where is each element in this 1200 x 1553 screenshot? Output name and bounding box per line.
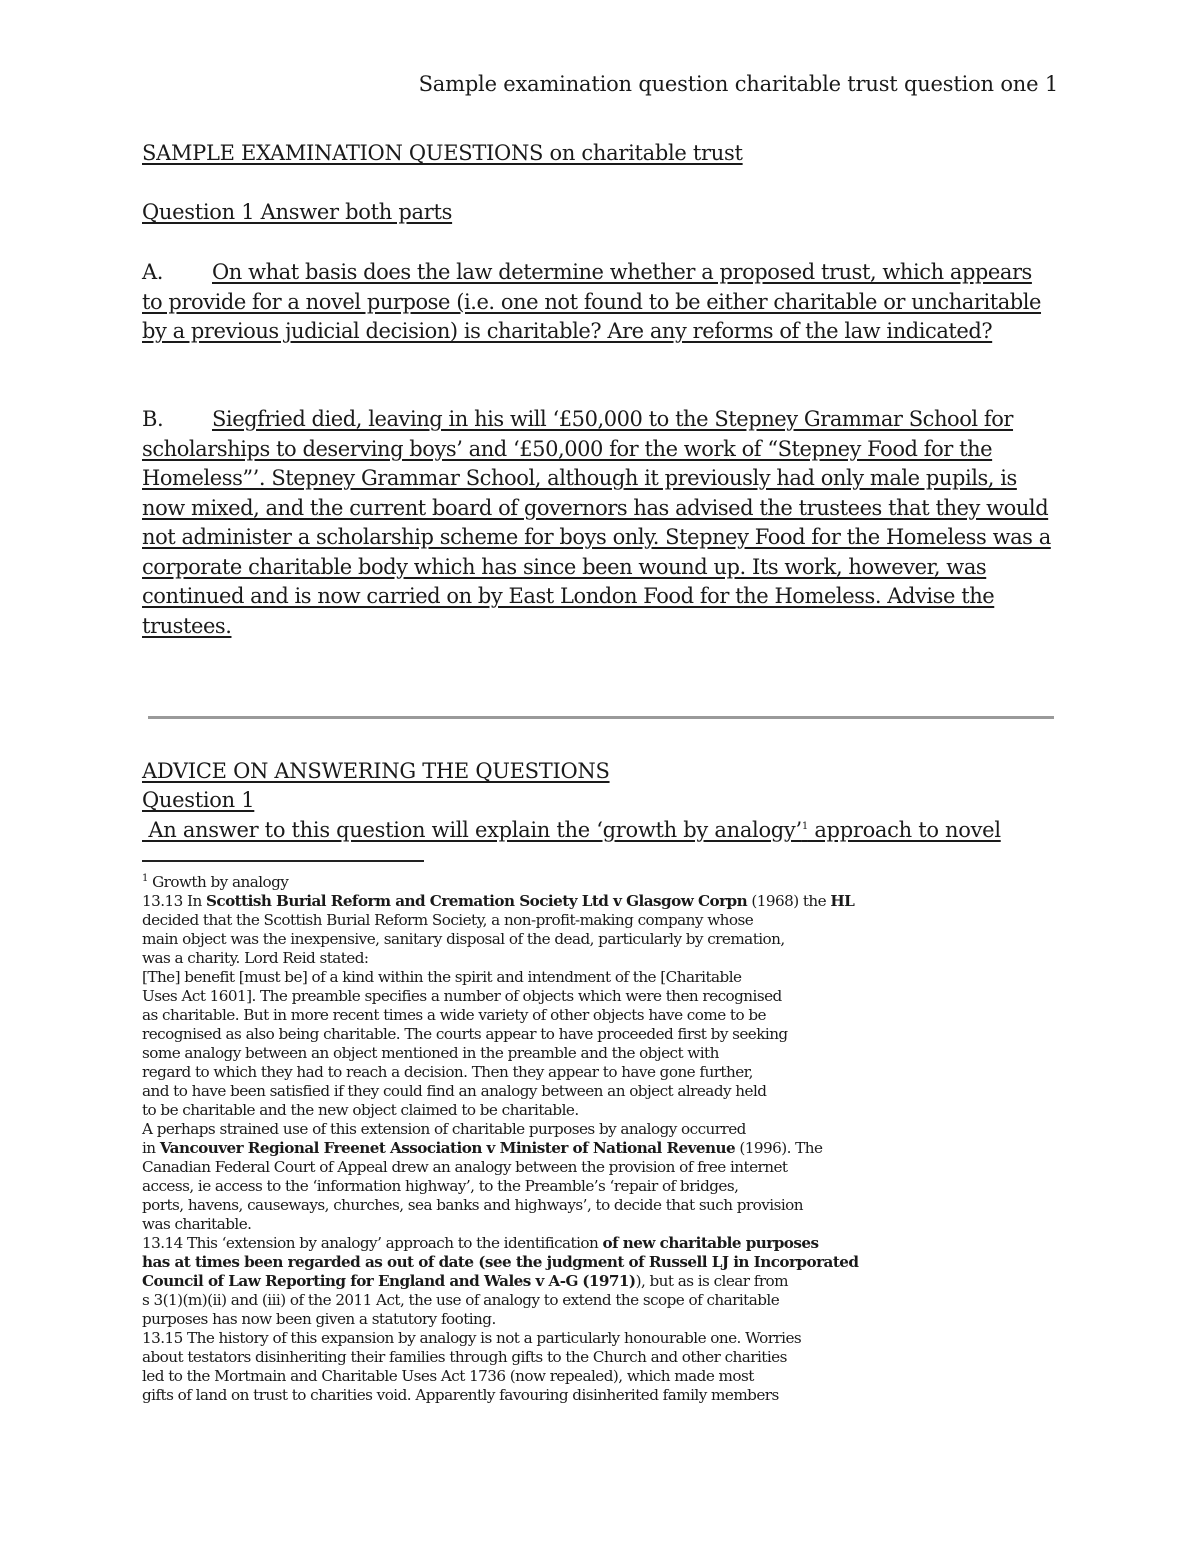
part-b-text: Siegfried died, leaving in his will ‘£50,000 to the Stepney Grammar School for scholarships to deserving boys’ and ‘£50,000 for the work of “Stepney Food for the Homeless”’. Stepney Grammar School, although it previously had only male pupils, is now mixed, and the current board of governors has advised the trustees that they would not administer a scholarship scheme for boys only. Stepney Food for the Homeless was a corporate charitable body which has since been wound up. Its work, however, was continued and is now carried on by East London Food for the Homeless. Advise the trustees. [142,407,1051,638]
footnote-bold-run: Council of Law Reporting for England and Wales v A-G [142,1272,578,1290]
part-a-text: On what basis does the law determine whether a proposed trust, which appears to provide for a novel purpose (i.e. one not found to be either charitable or uncharitable by a previous judicial decision) is charitable? Are any reforms of the law indicated? [142,260,1042,343]
advice-intro-end: approach to novel [807,818,1001,842]
footnote-text-run: ports, havens, causeways, churches, sea banks and highways’, to decide that such provision [142,1196,803,1214]
footnote-bold-run: HL [830,892,855,910]
footnote-text-run: decided that the Scottish Burial Reform Society, a non-profit-making company whose [142,911,754,929]
footnote-text-run: access, ie access to the ‘information highway’, to the Preamble’s ‘repair of bridges, [142,1177,739,1195]
footnote-block [142,873,862,1405]
footnote-line [142,1044,862,1063]
footnote-text-run: main object was the inexpensive, sanitary disposal of the dead, particularly by cremation, [142,930,785,948]
footnote-text-run: regard to which they had to reach a decision. Then they appear to have gone further, [142,1063,753,1081]
footnote-text-run: in [142,1139,160,1157]
advice-intro [142,818,1001,842]
question-heading: Question 1 Answer both parts [142,200,453,224]
footnote-line [142,1310,862,1329]
footnote-text [142,892,862,1405]
footnote-line [142,1158,862,1177]
footnote-bold-run: Scottish Burial Reform and Cremation Society Ltd v Glasgow Corpn [205,892,748,910]
footnote-text-run: led to the Mortmain and Charitable Uses Act 1736 (now repealed), which made most [142,1367,754,1385]
footnote-text-run: Uses Act 1601]. The preamble specifies a number of objects which were then recognised [142,987,782,1005]
footnote-text-run: gifts of land on trust to charities void. Apparently favouring disinherited family members [142,1386,779,1404]
footnote-line [142,987,862,1006]
advice-subheading: Question 1 [142,788,255,812]
footnote-line [142,968,862,987]
question-part-b [142,405,1058,641]
horizontal-divider [148,716,1054,719]
footnote-marker: 1 [142,872,148,884]
footnote-text-run: to be charitable and the new object claimed to be charitable. [142,1101,579,1119]
question-part-a [142,258,1058,347]
footnote-line [142,1196,862,1215]
footnote-line [142,1253,862,1272]
footnote-line [142,1177,862,1196]
footnote-line [142,1120,862,1139]
footnote-line [142,1139,862,1158]
advice-heading: ADVICE ON ANSWERING THE QUESTIONS [142,759,610,783]
footnote-line [142,911,862,930]
footnote-line [142,1025,862,1044]
footnote-text-run: 13.13 In [142,892,206,910]
footnote-line [142,1367,862,1386]
footnote-text-run: A perhaps strained use of this extension of charitable purposes by analogy occurred [142,1120,746,1138]
footnote-text-run: and to have been satisfied if they could find an analogy between an object already held [142,1082,767,1100]
footnote-text-run: some analogy between an object mentioned in the preamble and the object with [142,1044,719,1062]
footnote-line [142,1291,862,1310]
footnote-line [142,949,862,968]
footnote-separator [142,860,424,862]
footnote-bold-run: Vancouver Regional Freenet Association v Minister of National Revenue [159,1139,736,1157]
advice-intro-start: An answer to this question will explain the ‘growth by analogy’ [142,818,802,842]
footnote-line [142,1082,862,1101]
footnote-bold-run: (1971) [582,1272,636,1290]
footnote-line [142,1348,862,1367]
footnote-text-run: (1996). The [735,1139,823,1157]
footnote-text-run: ), but as is clear from [635,1272,789,1290]
footnote-line [142,1215,862,1234]
footnote-text-run: as charitable. But in more recent times a wide variety of other objects have come to be [142,1006,766,1024]
footnote-line [142,1386,862,1405]
footnote-text-run: recognised as also being charitable. The courts appear to have proceeded first by seeking [142,1025,788,1043]
footnote-line [142,892,862,911]
footnote-text-run: 13.15 The history of this expansion by analogy is not a particularly honourable one. Worries [142,1329,802,1347]
document-title: SAMPLE EXAMINATION QUESTIONS on charitable trust [142,141,743,165]
footnote-text-run: was a charity. Lord Reid stated: [142,949,369,967]
part-a-label: A. [142,260,163,284]
footnote-line [142,930,862,949]
footnote-line [142,1063,862,1082]
footnote-text-run: [The] benefit [must be] of a kind within the spirit and intendment of the [Charitable [142,968,742,986]
footnote-title: Growth by analogy [152,873,289,891]
footnote-text-run: (1968) the [747,892,831,910]
footnote-line [142,1101,862,1120]
footnote-text-run: Canadian Federal Court of Appeal drew an analogy between the provision of free internet [142,1158,788,1176]
footnote-line [142,1329,862,1348]
footnote-text-run: s 3(1)(m)(ii) and (iii) of the 2011 Act, the use of analogy to extend the scope of charitable [142,1291,780,1309]
footnote-text-run: about testators disinheriting their families through gifts to the Church and other charities [142,1348,787,1366]
footnote-line [142,1234,862,1253]
footnote-title-line [142,873,862,892]
part-b-label: B. [142,407,164,431]
footnote-text-run: was charitable. [142,1215,252,1233]
footnote-line [142,1272,862,1291]
running-header: Sample examination question charitable trust question one 1 [418,72,1058,96]
footnote-line [142,1006,862,1025]
footnote-bold-run: has at times been regarded as out of date (see the judgment of Russell LJ in Incorporated [142,1253,859,1271]
footnote-bold-run: of new charitable purposes [602,1234,819,1252]
footnote-text-run: purposes has now been given a statutory footing. [142,1310,496,1328]
footnote-text-run: 13.14 This ‘extension by analogy’ approach to the identification [142,1234,603,1252]
footnote-reference[interactable]: 1 [801,821,808,832]
